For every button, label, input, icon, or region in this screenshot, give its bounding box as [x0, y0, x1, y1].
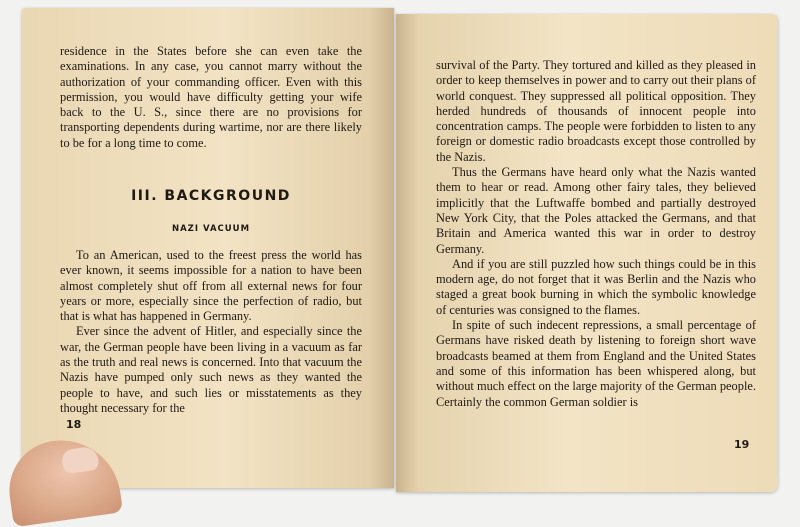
- paragraph: And if you are still puzzled how such things could be in this modern age, do not forget that it was Berlin and the Nazis who staged a great book burning in which the symbolic knowledge of centuries was consigned to the flames.: [436, 256, 756, 317]
- left-page-top-text: [60, 44, 362, 151]
- left-page: [22, 8, 394, 488]
- left-page-body-text: [60, 248, 362, 416]
- paragraph: residence in the States before she can even take the examinations. In any case, you cannot marry without the authorization of your commanding officer. Even with this permission, you would have difficulty getting your wife back to the U. S., since there are no provisions for transporting dependents during wartime, nor are there likely to be for a long time to come.: [60, 44, 362, 150]
- page-number-right: 19: [734, 438, 750, 451]
- page-edge: [776, 28, 778, 478]
- paragraph: Thus the Germans have heard only what the Nazis wanted them to hear or read. Among other fairy tales, they believed implicitly that the Luftwaffe bombed and partially destroyed New York City, that the Poles attacked the Germans, and that Britain and America wanted this war in order to destroy Germany.: [436, 165, 756, 256]
- paragraph: Ever since the advent of Hitler, and especially since the war, the German people have been living in a vacuum as far as the truth and real news is concerned. Into that vacuum the Nazis have pumped only such news as they wanted the people to have, and such lies or misstatements as they thought necessary for the: [60, 324, 362, 415]
- right-page: [396, 14, 778, 492]
- open-booklet: [22, 8, 782, 492]
- right-page-text: [436, 58, 756, 410]
- paragraph: survival of the Party. They tortured and killed as they pleased in order to keep themselves in power and to carry out their plans of world conquest. They suppressed all political opposition. They herded hundreds of thousands of innocent people into concentration camps. The people were forbidden to listen to any foreign or domestic radio broadcasts except those controlled by the Nazis.: [436, 58, 756, 164]
- page-number-left: 18: [66, 418, 82, 431]
- section-heading: III. BACKGROUND: [131, 188, 291, 204]
- paragraph: In spite of such indecent repressions, a small percentage of Germans have risked death by listening to foreign short wave broadcasts beamed at them from England and the United States and some of this information has been whispered along, but without much effect on the large majority of the German people. Certainly the common German soldier is: [436, 318, 756, 409]
- section-subheading: NAZI VACUUM: [171, 224, 251, 234]
- paragraph: To an American, used to the freest press the world has ever known, it seems impossible for a nation to have been almost completely shut off from all external news for four years or more, especially since the perfection of radio, but that is what has happened in Germany.: [60, 248, 362, 324]
